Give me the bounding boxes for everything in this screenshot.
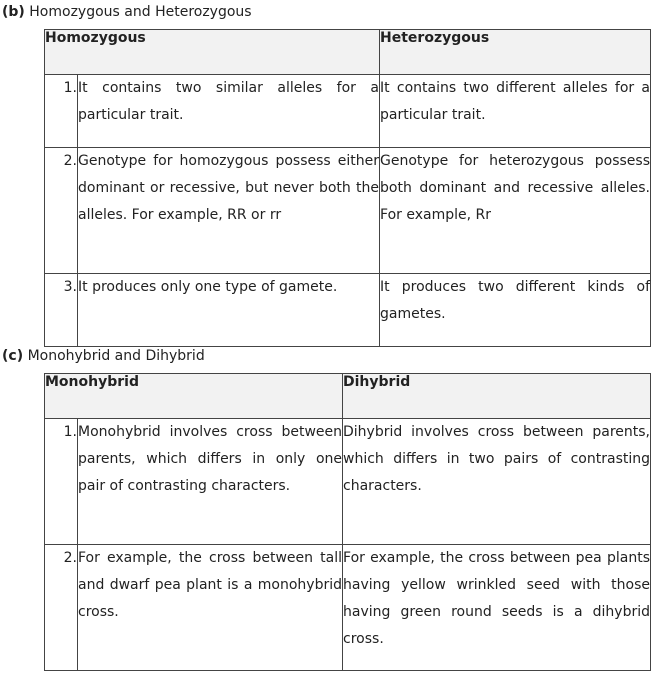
homozygous-heterozygous-table: [44, 29, 651, 347]
section-c-heading: [2, 347, 205, 365]
dihybrid-cell: For example, the cross between pea plants having yellow wrinkled seed with those having green round seeds is a dihybrid cross.: [343, 550, 651, 647]
column-header-homozygous: Homozygous: [45, 30, 380, 75]
heterozygous-cell: Genotype for heterozygous possess both dominant and recessive alleles. For example, Rr: [380, 153, 651, 223]
section-b-heading: [2, 3, 252, 21]
table-header-row: [45, 374, 651, 419]
section-c-label: (c): [2, 348, 24, 364]
table-row: [45, 148, 651, 274]
table-row: [45, 419, 651, 545]
section-b-title: Homozygous and Heterozygous: [29, 4, 252, 20]
column-header-heterozygous: Heterozygous: [380, 30, 651, 75]
homozygous-cell: It produces only one type of gamete.: [78, 279, 338, 295]
dihybrid-cell: Dihybrid involves cross between parents, which differs in two pairs of contrasting characters.: [343, 424, 651, 494]
monohybrid-cell: For example, the cross between tall and dwarf pea plant is a monohybrid cross.: [78, 550, 343, 620]
column-header-monohybrid: Monohybrid: [45, 374, 343, 419]
homozygous-cell: It contains two similar alleles for a particular trait.: [78, 80, 380, 123]
table-row: [45, 274, 651, 347]
monohybrid-dihybrid-table: [44, 373, 651, 671]
row-number: 3.: [63, 279, 77, 295]
row-number: 1.: [63, 80, 77, 96]
table-row: [45, 75, 651, 148]
row-number: 2.: [63, 153, 77, 169]
row-number: 2.: [63, 550, 77, 566]
homozygous-cell: Genotype for homozygous possess either dominant or recessive, but never both the alleles. For example, RR or rr: [78, 153, 380, 223]
section-c-title: Monohybrid and Dihybrid: [27, 348, 205, 364]
heterozygous-cell: It produces two different kinds of gametes.: [380, 279, 651, 322]
table-row: [45, 545, 651, 671]
table-header-row: [45, 30, 651, 75]
column-header-dihybrid: Dihybrid: [343, 374, 651, 419]
heterozygous-cell: It contains two different alleles for a particular trait.: [380, 80, 651, 123]
monohybrid-cell: Monohybrid involves cross between parents, which differs in only one pair of contrasting characters.: [78, 424, 343, 494]
row-number: 1.: [63, 424, 77, 440]
section-b-label: (b): [2, 4, 25, 20]
